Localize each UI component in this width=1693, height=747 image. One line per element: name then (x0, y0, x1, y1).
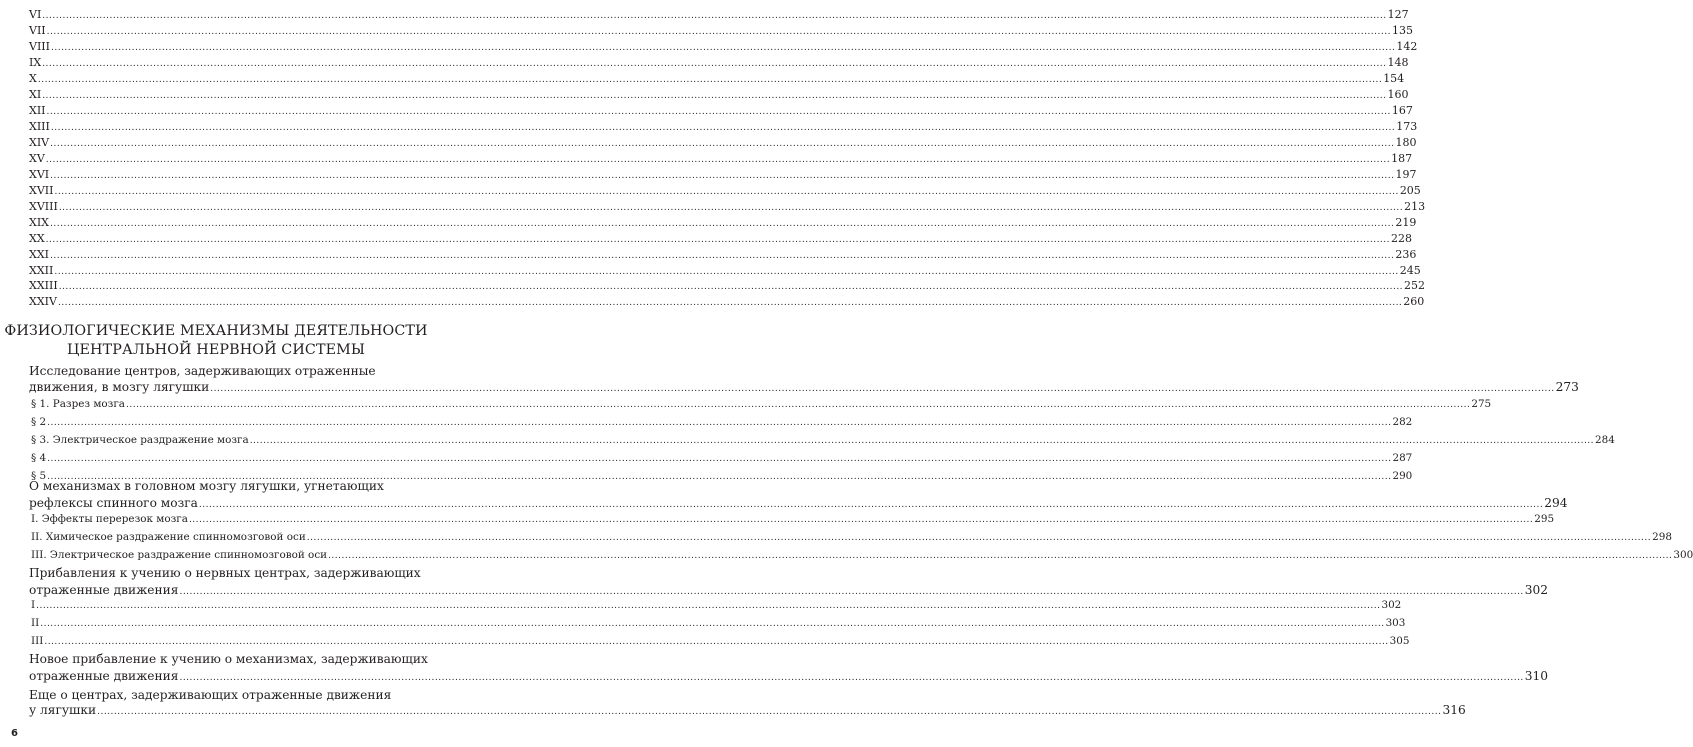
toc-subentry[interactable] (31, 398, 1492, 412)
toc-entry-page: 310 (1524, 669, 1549, 683)
toc-chapter-entry-page: 167 (1391, 103, 1413, 117)
toc-chapter-entry-label: XXIV (29, 295, 57, 309)
toc-subentry-label: II. Химическое раздражение спинномозговой оси (31, 531, 306, 543)
dot-leader: ................................................................................................................................................................................................................................................................................................................................................................................................................ (50, 170, 1395, 181)
dot-leader: ................................................................................................................................................................................................................................................................................................................................................................................................................ (58, 282, 1404, 293)
toc-subentry-page: 298 (1652, 531, 1672, 543)
toc-subentry-label: I. Эффекты перерезок мозга (31, 513, 188, 525)
toc-chapter-entry-label: XIV (29, 135, 50, 149)
toc-subentry-page: 282 (1392, 416, 1413, 428)
dot-leader: ................................................................................................................................................................................................................................................................................................................................................................................................................ (47, 454, 1392, 464)
toc-subentry-page: 275 (1471, 398, 1492, 410)
toc-entry-page: 294 (1544, 496, 1568, 510)
toc-chapter-entry-label: XXI (29, 247, 50, 261)
toc-chapter-entry-label: X (29, 71, 37, 85)
dot-leader: ................................................................................................................................................................................................................................................................................................................................................................................................................ (54, 186, 1399, 197)
toc-chapter-entry-page: 205 (1399, 183, 1421, 197)
toc-chapter-entry-page: 213 (1404, 199, 1426, 213)
dot-leader: ................................................................................................................................................................................................................................................................................................................................................................................................................ (50, 250, 1395, 261)
toc-chapter-entry-page: 245 (1399, 263, 1421, 277)
toc-chapter-entry-page: 142 (1396, 39, 1418, 53)
toc-chapter-entry-label: VIII (29, 39, 50, 53)
toc-chapter-entry-page: 154 (1383, 71, 1405, 85)
toc-subentry-label: § 3. Электрическое раздражение мозга (31, 434, 249, 446)
section-title-line1: ФИЗИОЛОГИЧЕСКИЕ МЕХАНИЗМЫ ДЕЯТЕЛЬНОСТИ (4, 323, 428, 339)
toc-chapter-entry[interactable] (29, 295, 1425, 310)
dot-leader: ................................................................................................................................................................................................................................................................................................................................................................................................................ (179, 673, 1524, 683)
toc-chapter-entry-label: XVII (29, 183, 54, 197)
toc-chapter-entry-page: 127 (1387, 8, 1409, 21)
toc-chapter-entry[interactable] (29, 167, 1417, 183)
toc-entry-heading: Исследование центров, задерживающих отраженные (29, 364, 376, 378)
dot-leader: ................................................................................................................................................................................................................................................................................................................................................................................................................ (50, 138, 1395, 149)
toc-chapter-entry-page: 148 (1387, 55, 1409, 69)
toc-chapter-entry[interactable] (29, 87, 1409, 103)
toc-entry-page: 316 (1442, 703, 1466, 717)
toc-chapter-entry[interactable] (29, 215, 1417, 231)
toc-subentry-page: 295 (1534, 513, 1555, 525)
toc-subentry-page: 290 (1392, 470, 1413, 482)
toc-chapter-entry-label: VI (29, 8, 42, 21)
toc-chapter-entry-page: 173 (1396, 119, 1418, 133)
toc-chapter-entry[interactable] (29, 231, 1413, 247)
toc-subentry-label: I (31, 599, 36, 611)
toc-chapter-entry[interactable] (29, 151, 1413, 167)
dot-leader: ................................................................................................................................................................................................................................................................................................................................................................................................................ (45, 234, 1391, 245)
toc-entry[interactable] (29, 380, 1579, 397)
toc-chapter-entry-label: XII (29, 103, 46, 117)
toc-chapter-entry-label: XX (29, 231, 45, 245)
toc-subentry-label: II (31, 617, 40, 629)
toc-entry-page: 302 (1524, 583, 1549, 597)
toc-entry-label: у лягушки (29, 703, 97, 717)
dot-leader: ................................................................................................................................................................................................................................................................................................................................................................................................................ (50, 218, 1395, 229)
toc-chapter-entry[interactable] (29, 279, 1426, 294)
toc-chapter-entry-label: XVIII (29, 199, 58, 213)
toc-subentry[interactable] (31, 549, 1693, 563)
toc-subentry-page: 300 (1673, 549, 1693, 561)
dot-leader: ................................................................................................................................................................................................................................................................................................................................................................................................................ (249, 436, 1595, 446)
dot-leader: ................................................................................................................................................................................................................................................................................................................................................................................................................ (46, 26, 1391, 37)
toc-chapter-entry-page: 228 (1391, 231, 1413, 245)
toc-entry-label: движения, в мозгу лягушки (29, 380, 210, 394)
toc-chapter-entry[interactable] (29, 103, 1413, 119)
toc-entry-heading: Новое прибавление к учению о механизмах, задерживающих (29, 652, 428, 666)
dot-leader: ................................................................................................................................................................................................................................................................................................................................................................................................................ (42, 58, 1387, 69)
dot-leader: ................................................................................................................................................................................................................................................................................................................................................................................................................ (57, 298, 1403, 309)
toc-chapter-entry-label: XXIII (29, 279, 58, 293)
toc-chapter-entry[interactable] (29, 71, 1405, 87)
dot-leader: ................................................................................................................................................................................................................................................................................................................................................................................................................ (50, 122, 1396, 133)
toc-entry-heading: О механизмах в головном мозгу лягушки, угнетающих (29, 479, 384, 493)
toc-subentry[interactable] (31, 452, 1413, 466)
toc-chapter-entry[interactable] (29, 55, 1409, 71)
toc-chapter-entry-page: 135 (1391, 23, 1413, 37)
toc-chapter-entry-page: 197 (1395, 167, 1417, 181)
toc-chapter-entry[interactable] (29, 263, 1421, 279)
dot-leader: ................................................................................................................................................................................................................................................................................................................................................................................................................ (306, 533, 1652, 543)
toc-chapter-entry[interactable] (29, 199, 1426, 215)
toc-chapter-entry[interactable] (29, 23, 1413, 39)
toc-entry[interactable] (29, 669, 1549, 686)
toc-entry[interactable] (29, 496, 1568, 513)
dot-leader: ................................................................................................................................................................................................................................................................................................................................................................................................................ (188, 515, 1534, 525)
toc-chapter-entry[interactable] (29, 39, 1418, 55)
toc-subentry[interactable] (31, 434, 1615, 448)
dot-leader: ................................................................................................................................................................................................................................................................................................................................................................................................................ (210, 384, 1555, 394)
toc-subentry-page: 305 (1389, 635, 1410, 647)
toc-subentry-label: § 5 (31, 470, 47, 482)
toc-chapter-entry[interactable] (29, 119, 1418, 135)
dot-leader: ................................................................................................................................................................................................................................................................................................................................................................................................................ (36, 601, 1381, 611)
toc-subentry-label: III. Электрическое раздражение спинномозговой оси (31, 549, 328, 561)
toc-subentry[interactable] (31, 531, 1672, 545)
toc-chapter-entry-label: VII (29, 23, 46, 37)
dot-leader: ................................................................................................................................................................................................................................................................................................................................................................................................................ (42, 90, 1387, 101)
toc-subentry-page: 287 (1392, 452, 1413, 464)
toc-chapter-entry-page: 187 (1391, 151, 1413, 165)
dot-leader: ................................................................................................................................................................................................................................................................................................................................................................................................................ (54, 266, 1399, 277)
toc-chapter-entry-label: IX (29, 55, 42, 69)
dot-leader: ................................................................................................................................................................................................................................................................................................................................................................................................................ (37, 74, 1383, 85)
toc-subentry-label: III (31, 635, 44, 647)
toc-chapter-entry-label: XXII (29, 263, 54, 277)
toc-subentry-page: 284 (1595, 434, 1615, 446)
toc-chapter-entry[interactable] (29, 183, 1421, 199)
toc-chapter-entry-label: XVI (29, 167, 50, 181)
toc-chapter-entry[interactable] (29, 247, 1417, 263)
toc-chapter-entry-label: XI (29, 87, 42, 101)
toc-entry-heading: Прибавления к учению о нервных центрах, задерживающих (29, 566, 421, 580)
dot-leader: ................................................................................................................................................................................................................................................................................................................................................................................................................ (328, 551, 1673, 561)
toc-subentry[interactable] (31, 416, 1413, 430)
dot-leader: ................................................................................................................................................................................................................................................................................................................................................................................................................ (42, 11, 1387, 21)
page-number: 6 (11, 728, 18, 739)
dot-leader: ................................................................................................................................................................................................................................................................................................................................................................................................................ (45, 154, 1391, 165)
toc-entry-label: отраженные движения (29, 669, 179, 683)
toc-entry[interactable] (29, 703, 1466, 720)
toc-subentry-label: § 1. Разрез мозга (31, 398, 125, 410)
toc-subentry[interactable] (31, 513, 1555, 527)
dot-leader: ................................................................................................................................................................................................................................................................................................................................................................................................................ (179, 587, 1524, 597)
toc-entry-page: 273 (1555, 380, 1579, 394)
toc-chapter-entry-label: XIX (29, 215, 50, 229)
dot-leader: ................................................................................................................................................................................................................................................................................................................................................................................................................ (50, 42, 1396, 53)
toc-subentry-page: 302 (1381, 599, 1402, 611)
toc-chapter-entry-page: 260 (1403, 295, 1425, 309)
toc-chapter-entry-label: XV (29, 151, 45, 165)
toc-subentry[interactable] (31, 635, 1410, 649)
toc-entry-label: отраженные движения (29, 583, 179, 597)
toc-chapter-entry[interactable] (29, 8, 1409, 23)
dot-leader: ................................................................................................................................................................................................................................................................................................................................................................................................................ (97, 707, 1442, 717)
toc-entry[interactable] (29, 583, 1549, 600)
toc-subentry[interactable] (31, 617, 1406, 631)
toc-subentry[interactable] (31, 599, 1402, 613)
dot-leader: ................................................................................................................................................................................................................................................................................................................................................................................................................ (47, 472, 1392, 482)
toc-chapter-entry-page: 219 (1395, 215, 1417, 229)
dot-leader: ................................................................................................................................................................................................................................................................................................................................................................................................................ (47, 418, 1392, 428)
dot-leader: ................................................................................................................................................................................................................................................................................................................................................................................................................ (198, 500, 1544, 510)
toc-subentry-label: § 2 (31, 416, 47, 428)
dot-leader: ................................................................................................................................................................................................................................................................................................................................................................................................................ (58, 202, 1404, 213)
toc-chapter-entry-label: XIII (29, 119, 50, 133)
toc-chapter-entry-page: 180 (1395, 135, 1417, 149)
dot-leader: ................................................................................................................................................................................................................................................................................................................................................................................................................ (46, 106, 1391, 117)
dot-leader: ................................................................................................................................................................................................................................................................................................................................................................................................................ (40, 619, 1385, 629)
dot-leader: ................................................................................................................................................................................................................................................................................................................................................................................................................ (125, 400, 1471, 410)
toc-chapter-entry-page: 236 (1395, 247, 1417, 261)
section-title-line2: ЦЕНТРАЛЬНОЙ НЕРВНОЙ СИСТЕМЫ (66, 342, 366, 358)
toc-chapter-entry-page: 252 (1404, 279, 1426, 293)
toc-chapter-entry-page: 160 (1387, 87, 1409, 101)
toc-entry-label: рефлексы спинного мозга (29, 496, 198, 510)
toc-entry-heading: Еще о центрах, задерживающих отраженные движения (29, 688, 392, 702)
toc-subentry-page: 303 (1385, 617, 1406, 629)
toc-chapter-entry[interactable] (29, 135, 1417, 151)
dot-leader: ................................................................................................................................................................................................................................................................................................................................................................................................................ (44, 637, 1389, 647)
toc-subentry-label: § 4 (31, 452, 47, 464)
